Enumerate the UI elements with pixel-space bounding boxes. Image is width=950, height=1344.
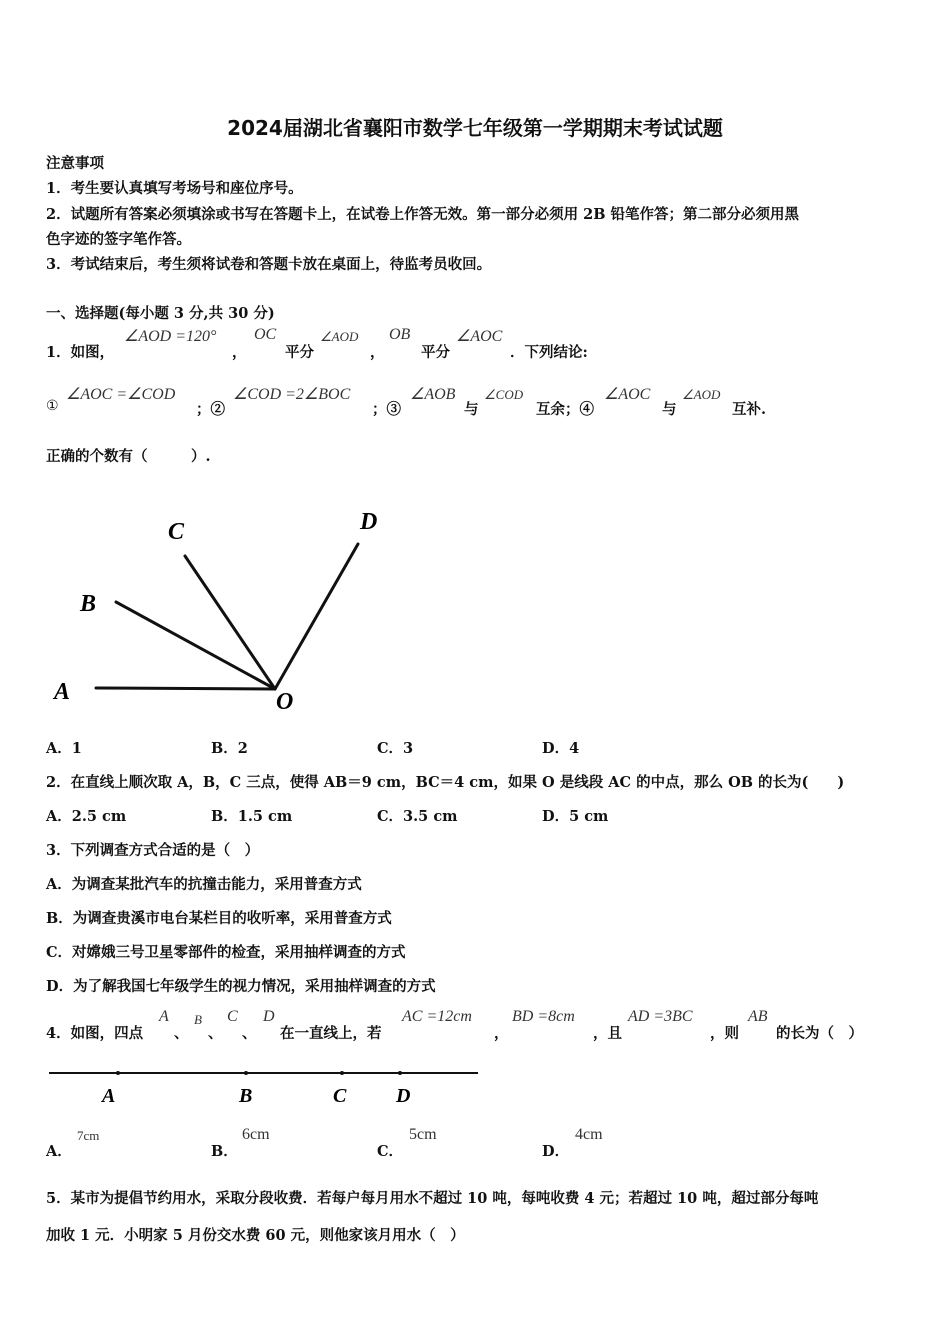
q1-math-angle-aod: ∠AOD =120° [124, 328, 217, 345]
q2-text: 2．在直线上顺次取 A，B，C 三点，使得 AB＝9 cm，BC＝4 cm，如果 O 是线段 AC 的中点，那么 OB 的长为( ) [46, 774, 845, 791]
notice-item-3: 3．考试结束后，考生须将试卷和答题卡放在桌面上，待监考员收回。 [46, 256, 492, 273]
q4-math-ac: AC =12cm [402, 1008, 472, 1025]
label-b: B [239, 1085, 253, 1107]
q4-option-a-letter[interactable]: A． [46, 1143, 72, 1160]
q4-option-b-letter[interactable]: B． [211, 1143, 238, 1160]
q1-conclusion-4b: ∠AOD [682, 387, 721, 402]
q1-math-aoc: ∠AOC [456, 328, 503, 345]
label-a: A [54, 679, 71, 705]
point-c-dot [340, 1071, 344, 1075]
q1-conclusion-2: ∠COD =2∠BOC [233, 386, 351, 403]
q1-text-4: 平分 [421, 344, 450, 361]
point-a-dot [116, 1071, 120, 1075]
q1-math-oc: OC [254, 326, 277, 343]
q1-angle-figure [40, 495, 420, 725]
q3-option-b[interactable]: B．为调查贵溪市电台某栏目的收听率，采用普查方式 [46, 910, 392, 927]
label-c: C [168, 519, 185, 545]
label-c: C [333, 1085, 347, 1107]
q4-text-4: ，则 [710, 1025, 739, 1042]
q4-text-2: ， [494, 1025, 509, 1042]
q4-line-figure [40, 1062, 490, 1112]
q1-sep-5: 与 [662, 401, 677, 418]
q1-text-2: 平分 [285, 344, 314, 361]
ray-oc [185, 556, 275, 689]
q1-sep-2: ；③ [372, 401, 401, 418]
notice-item-2-cont: 色字迹的签字笔作答。 [46, 231, 191, 248]
q1-option-c[interactable]: C．3 [377, 740, 414, 757]
q1-sep-4: 互余；④ [536, 401, 594, 418]
point-b-dot [244, 1071, 248, 1075]
q4-sep-1: 、 [174, 1025, 189, 1042]
q1-conclusion-3b: ∠COD [484, 387, 524, 402]
q1-text-1: ， [232, 344, 247, 361]
q4-number: 4．如图，四点 [46, 1025, 144, 1042]
q1-conclusion-1-marker: ① [46, 398, 59, 414]
section-heading: 一、选择题(每小题 3 分,共 30 分) [46, 305, 275, 322]
q4-option-d-letter[interactable]: D． [542, 1143, 570, 1160]
q5-text-line-1: 5．某市为提倡节约用水，采取分段收费．若每户每月用水不超过 10 吨，每吨收费 4 元；若超过 10 吨，超过部分每吨 [46, 1190, 819, 1207]
q3-option-a[interactable]: A．为调查某批汽车的抗撞击能力，采用普查方式 [46, 876, 362, 893]
notice-heading: 注意事项 [46, 155, 104, 172]
q1-option-a[interactable]: A．1 [46, 740, 82, 757]
q1-math-aod: ∠AOD [320, 329, 359, 344]
q4-sep-3: 、 [242, 1025, 257, 1042]
q1-sep-3: 与 [464, 401, 479, 418]
q4-text-1: 在一直线上，若 [280, 1025, 382, 1042]
q4-text-3: ，且 [593, 1025, 622, 1042]
q3-option-d[interactable]: D．为了解我国七年级学生的视力情况，采用抽样调查的方式 [46, 978, 436, 995]
ray-od [275, 544, 358, 689]
q4-point-c: C [227, 1008, 238, 1025]
ray-ob [116, 602, 275, 689]
page-title: 2024届湖北省襄阳市数学七年级第一学期期末考试试题 [227, 116, 723, 140]
q4-point-a: A [159, 1008, 169, 1025]
notice-item-2: 2．试题所有答案必须填涂或书写在答题卡上，在试卷上作答无效。第一部分必须用 2B 铅笔作答；第二部分必须用黑 [46, 206, 800, 223]
q1-conclusion-1: ∠AOC =∠COD [66, 386, 176, 403]
point-d-dot [398, 1071, 402, 1075]
q4-text-5: 的长为（ ） [776, 1025, 863, 1042]
q3-option-c[interactable]: C．对嫦娥三号卫星零部件的检查，采用抽样调查的方式 [46, 944, 406, 961]
q4-math-ab: AB [748, 1008, 768, 1025]
q1-prompt: 正确的个数有（ ）. [46, 448, 211, 465]
label-o: O [276, 689, 294, 715]
q1-text-3: ， [370, 344, 385, 361]
q5-text-line-2: 加收 1 元．小明家 5 月份交水费 60 元，则他家该月用水（ ） [46, 1227, 465, 1244]
q4-option-c-value: 5cm [409, 1126, 437, 1143]
q3-text: 3．下列调查方式合适的是（ ） [46, 842, 260, 859]
q4-option-a-value: 7cm [77, 1128, 100, 1143]
q1-sep-1: ；② [196, 401, 225, 418]
notice-item-1: 1．考生要认真填写考场号和座位序号。 [46, 180, 303, 197]
q4-option-d-value: 4cm [575, 1126, 603, 1143]
q4-point-d: D [263, 1008, 275, 1025]
q2-option-d[interactable]: D．5 cm [542, 808, 609, 825]
label-d: D [360, 509, 378, 535]
label-a: A [102, 1085, 116, 1107]
q4-option-b-value: 6cm [242, 1126, 270, 1143]
q4-point-b: B [194, 1012, 202, 1027]
q1-figure-rays [96, 544, 358, 689]
q1-sep-6: 互补. [732, 401, 767, 418]
q1-math-ob: OB [389, 326, 411, 343]
q2-option-a[interactable]: A．2.5 cm [46, 808, 127, 825]
q2-option-b[interactable]: B．1.5 cm [211, 808, 293, 825]
label-d: D [396, 1085, 411, 1107]
q1-option-b[interactable]: B．2 [211, 740, 248, 757]
q2-option-c[interactable]: C．3.5 cm [377, 808, 458, 825]
q1-text-5: ．下列结论: [510, 344, 588, 361]
q4-math-bd: BD =8cm [512, 1008, 575, 1025]
q4-math-ad: AD =3BC [628, 1008, 693, 1025]
q1-number: 1．如图， [46, 344, 115, 361]
q4-sep-2: 、 [208, 1025, 223, 1042]
ray-oa [96, 688, 275, 689]
q1-conclusion-3a: ∠AOB [410, 386, 456, 403]
q4-option-c-letter[interactable]: C． [377, 1143, 404, 1160]
label-b: B [80, 591, 97, 617]
q1-option-d[interactable]: D．4 [542, 740, 580, 757]
q1-conclusion-4a: ∠AOC [604, 386, 651, 403]
